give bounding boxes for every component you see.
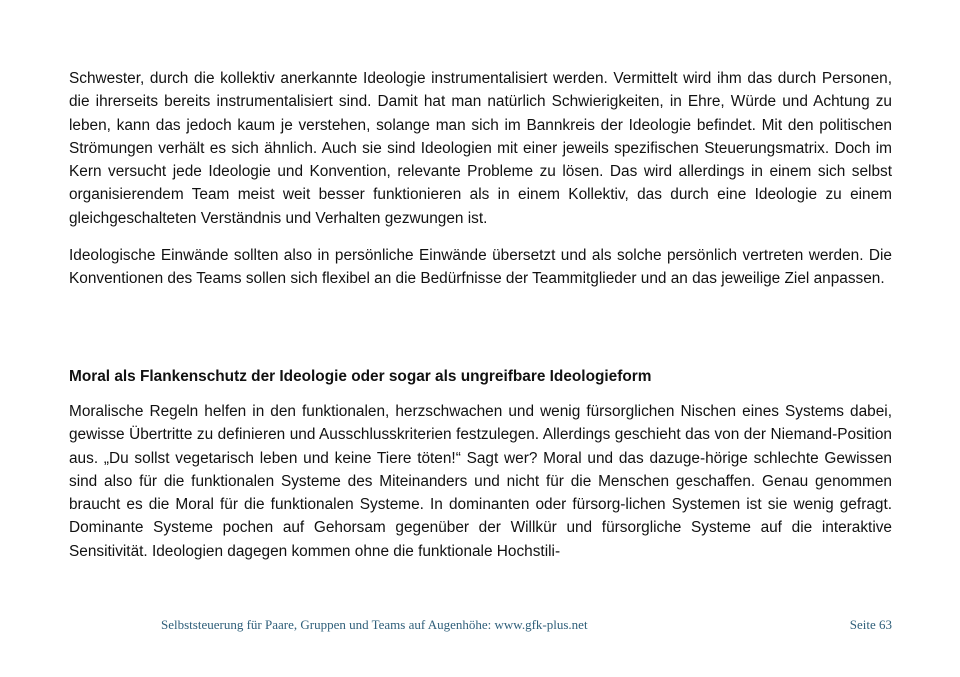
body-paragraph-1: Schwester, durch die kollektiv anerkannte Ideologie instrumentalisiert werden. Vermittelt wird ihm das durch Personen, die ihrerseits bereits instrumentalisiert sind. Damit hat man natürlich Schwierigkeiten, in Ehre, Würde und Achtung zu leben, kann das jedoch kaum je verstehen, solange man sich im Bannkreis der Ideologie befindet. Mit den politischen Strömungen verhält es sich ähnlich. Auch sie sind Ideologien mit einer jeweils spezifischen Steuerungsmatrix. Doch im Kern versucht jede Ideologie und Konvention, relevante Probleme zu lösen. Das wird allerdings in einem sich selbst organisierendem Team meist weit besser funktionieren als in einem Kollektiv, das durch eine Ideologie zu einem gleichgeschalteten Verständnis und Verhalten gezwungen ist. <box>69 70 892 227</box>
section-heading: Moral als Flankenschutz der Ideologie oder sogar als ungreifbare Ideologieform <box>69 368 652 385</box>
body-paragraph-2: Ideologische Einwände sollten also in persönliche Einwände übersetzt und als solche persönlich vertreten werden. Die Konventionen des Teams sollen sich flexibel an die Bedürfnisse der Teammitglieder und an das jeweilige Ziel anpassen. <box>69 247 892 288</box>
footer-title: Selbststeuerung für Paare, Gruppen und Teams auf Augenhöhe: www.gfk-plus.net <box>161 617 588 632</box>
body-paragraph-3: Moralische Regeln helfen in den funktionalen, herzschwachen und wenig fürsorglichen Nischen eines Systems dabei, gewisse Übertritte zu definieren und Ausschlusskriterien festzulegen. Allerdings geschieht das von der Niemand-Position aus. „Du sollst vegetarisch leben und keine Tiere töten!“ Sagt wer? Moral und das dazuge-hörige schlechte Gewissen sind also für die funktionalen Systeme des Miteinanders und nicht für die Menschen geschaffen. Genau genommen braucht es die Moral für die funktionalen Systeme. In dominanten oder fürsorg-lichen Systemen ist sie wenig gefragt. Dominante Systeme pochen auf Gehorsam gegenüber der Willkür und fürsorgliche Systeme auf die interaktive Sensitivität. Ideologien dagegen kommen ohne die funktionale Hochstili- <box>69 403 892 560</box>
footer-page-number: Seite 63 <box>849 617 892 632</box>
document-page <box>69 0 892 677</box>
